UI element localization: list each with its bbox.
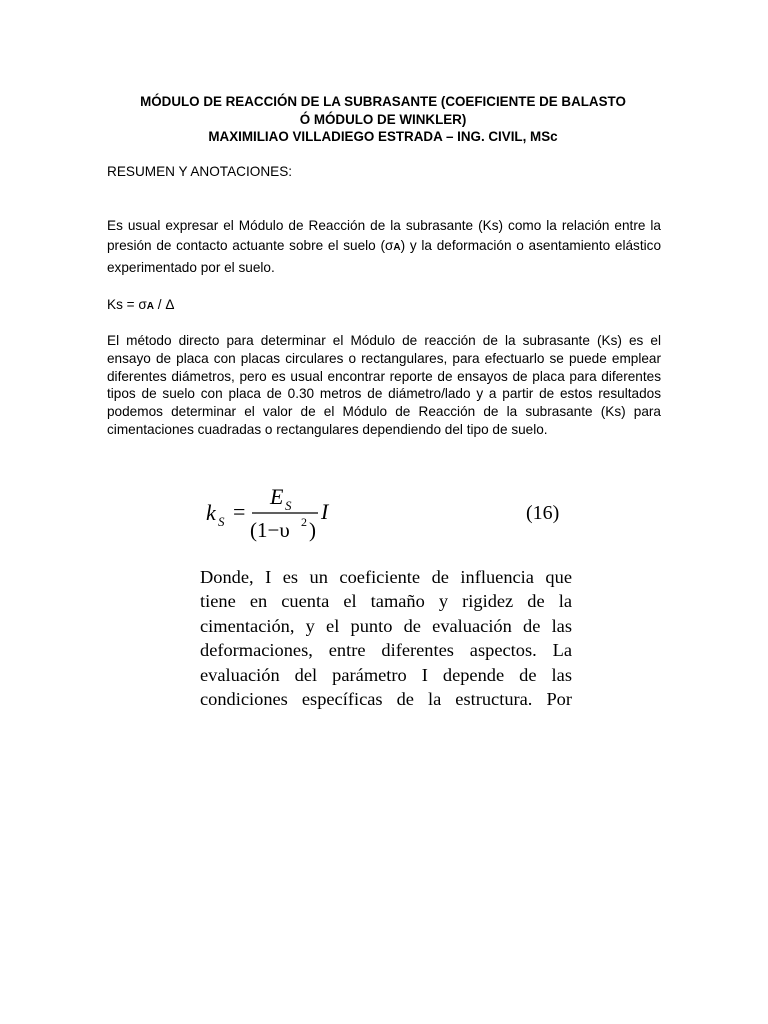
title-line-3-author: MAXIMILIAO VILLADIEGO ESTRADA – ING. CIVIL, MSc: [208, 129, 558, 144]
eq-denominator: (1−υ: [250, 518, 290, 542]
eq-factor: I: [321, 499, 329, 524]
ks-formula-suffix: / Δ: [153, 297, 175, 312]
eq-denominator-sup: 2: [301, 515, 307, 529]
document-title: [100, 93, 666, 146]
eq-denominator-close: ): [309, 518, 316, 542]
scanned-line-6: condiciones específicas de la estructura. Por: [200, 689, 572, 710]
ks-formula-line: [107, 296, 174, 316]
scanned-line-3: cimentación, y el punto de evaluación de las: [200, 615, 572, 636]
title-line-1: MÓDULO DE REACCIÓN DE LA SUBRASANTE (COEFICIENTE DE BALASTO: [140, 94, 626, 109]
eq-lhs-sub: S: [218, 514, 225, 529]
scanned-excerpt: [200, 565, 572, 713]
paragraph-definition-text-a: Es usual expresar el Módulo de Reacción de la subrasante (Ks) como la relación entre la presión de contacto actuante sobre el suelo (: [107, 218, 661, 253]
ks-formula-sigma: σ: [138, 297, 147, 312]
paragraph-method: El método directo para determinar el Módulo de reacción de la subrasante (Ks) es el ensayo de placa con placas circulares o rectangulares, para efectuarlo se puede emplear diferentes diámetros, pero es usual encontrar reporte de ensayos de placa para diferentes tipos de suelo con placa de 0.30 metros de diámetro/lado y a partir de estos resultados podemos determinar el valor de el Módulo de Reacción de la subrasante (Ks) para cimentaciones cuadradas o rectangulares dependiendo del tipo de suelo.: [107, 333, 661, 437]
title-line-2: Ó MÓDULO DE WINKLER): [299, 111, 467, 127]
scanned-line-4: deformaciones, entre diferentes aspectos. La: [200, 640, 572, 661]
eq-equals: =: [233, 499, 246, 524]
eq-number: (16): [526, 502, 560, 524]
equation-16: [200, 482, 570, 542]
eq-numerator: E: [270, 484, 284, 509]
scanned-line-1: Donde, I es un coeficiente de influencia que: [200, 567, 572, 587]
sigma-subscript: A: [393, 242, 401, 253]
scanned-line-2: tiene en cuenta el tamaño y rigidez de la: [200, 591, 572, 612]
paragraph-definition: [107, 216, 661, 278]
ks-formula-sigma-subscript: A: [146, 301, 154, 312]
ks-formula-prefix: Ks =: [107, 297, 139, 312]
eq-numerator-sub: S: [285, 498, 292, 513]
paragraph-definition-text-b: ) y la deformación o asentamiento elástico experimentado por el suelo.: [107, 238, 662, 275]
scanned-line-5: evaluación del parámetro I depende de las: [200, 664, 572, 685]
eq-lhs: k: [206, 500, 216, 525]
section-heading: RESUMEN Y ANOTACIONES:: [107, 164, 293, 179]
sigma-symbol: σ: [385, 238, 394, 253]
